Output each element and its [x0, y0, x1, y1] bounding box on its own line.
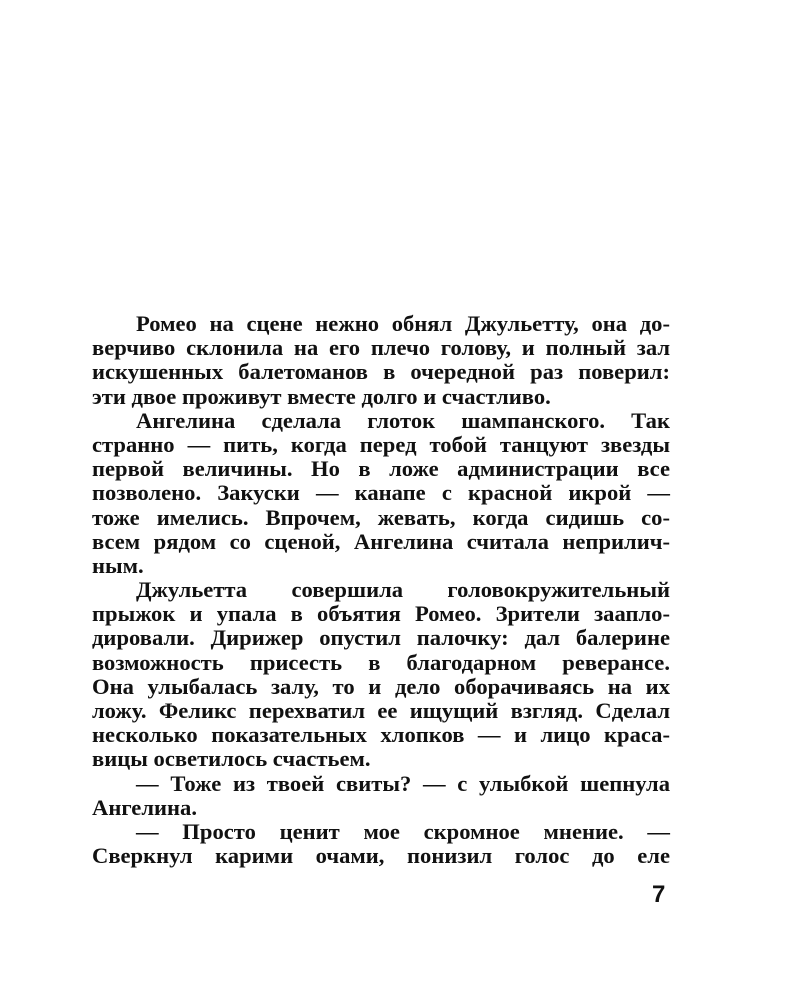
paragraph-5 [92, 820, 670, 868]
text-line: ложу. Феликс перехватил ее ищущий взгляд. Сделал [92, 698, 670, 723]
text-line: прыжок и упала в объятия Ромео. Зрители заапло- [92, 601, 670, 627]
text-line: искушенных балетоманов в очередной раз поверил: [92, 359, 670, 385]
text-line: тоже имелись. Впрочем, жевать, когда сидишь со- [92, 504, 670, 530]
text-line: — Просто ценит мое скромное мнение. — [136, 818, 670, 844]
text-line: верчиво склонила на его плечо голову, и полный зал [92, 335, 670, 361]
text-line: — Тоже из твоей свиты? — с улыбкой шепнула [136, 770, 670, 796]
text-line: эти двое проживут вместе долго и счастливо. [92, 383, 551, 409]
text-line: вицы осветилось счастьем. [92, 746, 371, 772]
text-line: Ромео на сцене нежно обнял Джульетту, она до- [136, 311, 670, 336]
paragraph-2 [92, 409, 670, 578]
text-line: Ангелина. [92, 794, 197, 820]
text-line: Джульетта совершила головокружительный [136, 577, 670, 603]
paragraph-1 [92, 312, 670, 409]
text-line: ным. [92, 552, 144, 578]
text-line: дировали. Дирижер опустил палочку: дал балерине [92, 625, 670, 651]
text-line: всем рядом со сценой, Ангелина считала неприлич- [92, 528, 670, 554]
text-line: Ангелина сделала глоток шампанского. Так [136, 407, 670, 433]
text-line: возможность присесть в благодарном реверансе. [92, 649, 670, 675]
text-line: странно — пить, когда перед тобой танцуют звезды [92, 431, 670, 457]
paragraph-3 [92, 578, 670, 772]
text-line: Сверкнул карими очами, понизил голос до еле [92, 843, 670, 869]
paragraph-4 [92, 772, 670, 820]
body-text [92, 312, 670, 868]
text-line: первой величины. Но в ложе администрации все [92, 456, 670, 482]
text-line: несколько показательных хлопков — и лицо краса- [92, 722, 670, 748]
page-number: 7 [652, 881, 666, 908]
text-line: позволено. Закуски — канапе с красной икрой — [92, 480, 670, 506]
text-line: Она улыбалась залу, то и дело оборачиваясь на их [92, 673, 670, 699]
